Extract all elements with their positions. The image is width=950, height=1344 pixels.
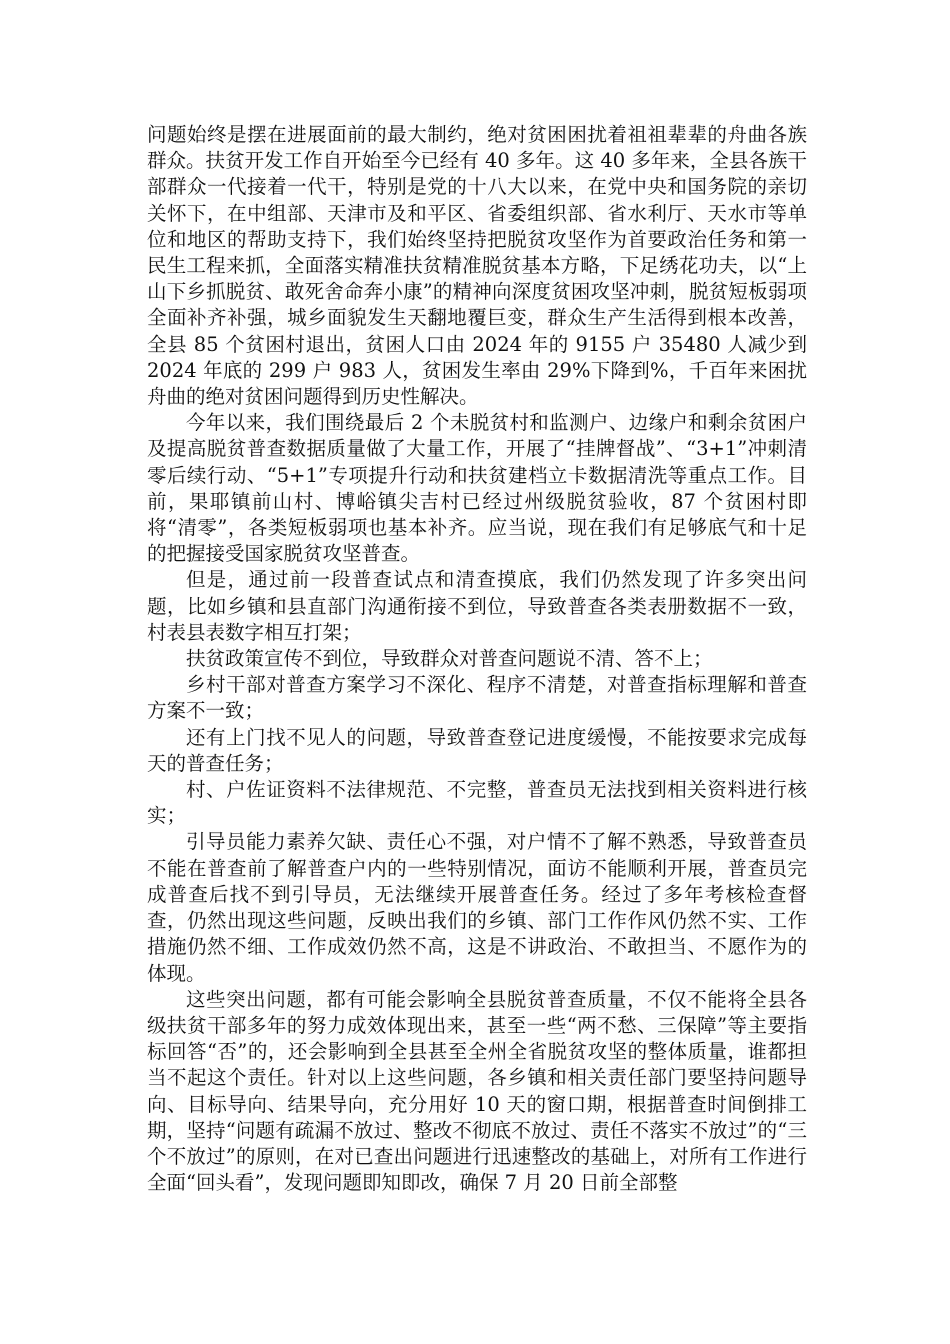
- paragraph-4: 扶贫政策宣传不到位，导致群众对普查问题说不清、答不上；: [186, 647, 713, 671]
- paragraph-9: 这些突出问题，都有可能会影响全县脱贫普查质量，不仅不能将全县各级扶贫干部多年的努力成效体现出来，甚至一些“两不愁、三保障”等主要指标回答“否”的，还会影响到全县甚至全州全省脱贫攻坚的整体质量，谁都担当不起这个责任。针对以上这些问题，各乡镇和相关责任部门要坚持问题导向、目标导向、结果导向，充分用好 10 天的窗口期，根据普查时间倒排工期，坚持“问题有疏漏不放过、整改不彻底不放过、责任不落实不放过”的“三个不放过”的原则，在对已查出问题进行迅速整改的基础上，对所有工作进行全面“回头看”，发现问题即知即改，确保 7 月 20 日前全部整: [147, 987, 807, 1195]
- document-body: [147, 122, 807, 1196]
- paragraph-7: 村、户佐证资料不法律规范、不完整，普查员无法找到相关资料进行核实；: [147, 778, 807, 828]
- paragraph-6: 还有上门找不见人的问题，导致普查登记进度缓慢，不能按要求完成每天的普查任务；: [147, 725, 807, 775]
- paragraph-2: 今年以来，我们围绕最后 2 个未脱贫村和监测户、边缘户和剩余贫困户及提高脱贫普查数据质量做了大量工作，开展了“挂牌督战”、“3+1”冲刺清零后续行动、“5+1”专项提升行动和扶贫建档立卡数据清洗等重点工作。目前，果耶镇前山村、博峪镇尖吉村已经过州级脱贫验收，87 个贫困村即将“清零”，各类短板弱项也基本补齐。应当说，现在我们有足够底气和十足的把握接受国家脱贫攻坚普查。: [147, 411, 807, 566]
- paragraph-8: 引导员能力素养欠缺、责任心不强，对户情不了解不熟悉，导致普查员不能在普查前了解普查户内的一些特别情况，面访不能顺利开展，普查员完成普查后找不到引导员，无法继续开展普查任务。经过了多年考核检查督查，仍然出现这些问题，反映出我们的乡镇、部门工作作风仍然不实、工作措施仍然不细、工作成效仍然不高，这是不讲政治、不敢担当、不愿作为的体现。: [147, 830, 807, 985]
- paragraph-1: 问题始终是摆在进展面前的最大制约，绝对贫困困扰着祖祖辈辈的舟曲各族群众。扶贫开发工作自开始至今已经有 40 多年。这 40 多年来，全县各族干部群众一代接着一代干，特别是党的十八大以来，在党中央和国务院的亲切关怀下，在中组部、天津市及和平区、省委组织部、省水利厅、天水市等单位和地区的帮助支持下，我们始终坚持把脱贫攻坚作为首要政治任务和第一民生工程来抓，全面落实精准扶贫精准脱贫基本方略，下足绣花功夫，以“上山下乡抓脱贫、敢死舍命奔小康”的精神向深度贫困攻坚冲刺，脱贫短板弱项全面补齐补强，城乡面貌发生天翻地覆巨变，群众生产生活得到根本改善，全县 85 个贫困村退出，贫困人口由 2024 年的 9155 户 35480 人减少到 2024 年底的 299 户 983 人，贫困发生率由 29%下降到%，千百年来困扰舟曲的绝对贫困问题得到历史性解决。: [147, 123, 807, 409]
- paragraph-3: 但是，通过前一段普查试点和清查摸底，我们仍然发现了许多突出问题，比如乡镇和县直部门沟通衔接不到位，导致普查各类表册数据不一致，村表县表数字相互打架；: [147, 568, 807, 644]
- paragraph-5: 乡村干部对普查方案学习不深化、程序不清楚，对普查指标理解和普查方案不一致；: [147, 673, 807, 723]
